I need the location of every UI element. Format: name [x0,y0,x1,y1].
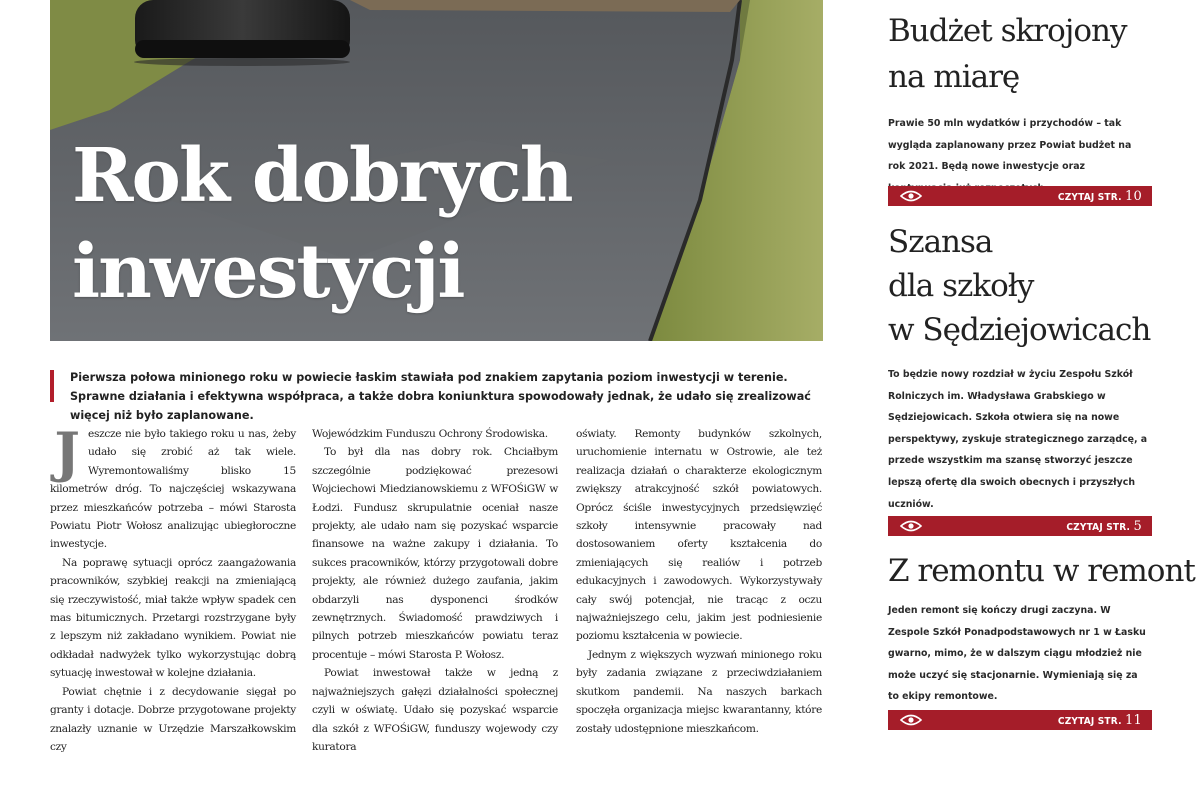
paragraph: Jednym z większych wyzwań minionego roku były zadania związane z przeciwdziałaniem skutkom pandemii. Na naszych barkach spoczęła organizacja miejsc kwarantanny, które zostały udostępnione mieszkańcom. [576,648,822,735]
paragraph: eszcze nie było takiego roku u nas, żeby udało się zrobić aż tak wiele. Wyremontowaliśmy blisko 15 kilometrów dróg. To najczęściej wskazywana przez mieszkańców potrzeba – mówi Starosta Powiatu Piotr Wołosz analizując ubiegłoroczne inwestycje. [50,428,296,551]
hero-title-line-1: Rok dobrych [72,133,572,219]
hero-photo [50,0,823,341]
read-more-button-renovation[interactable] [888,710,1152,730]
read-more-label [1058,189,1142,204]
read-more-text: CZYTAJ STR. [1066,522,1131,533]
page-number: 5 [1133,519,1142,534]
drop-cap: J [54,420,80,484]
read-more-label [1058,713,1142,728]
eye-icon [900,714,922,726]
read-more-text: CZYTAJ STR. [1057,192,1122,203]
page-number: 11 [1125,713,1142,728]
paragraph: Na poprawę sytuacji oprócz zaangażowania pracowników, szybkiej reakcji na zmieniającą się rzeczywistość, miał także wpływ spadek cen mas bitumicznych. Przetargi rozstrzygane były z lepszym niż zakładano wynikiem. Powiat nie odkładał nadwyżek tylko wykorzystując dobrą sytuację inwestował w kolejne działania. [50,556,296,680]
article-column-2 [312,425,558,756]
sidebar-text-renovation: Jeden remont się kończy drugi zaczyna. W Zespole Szkół Ponadpodstawowych nr 1 w Łasku gwarno, mimo, że w dalszym ciągu młodzież nie może uczyć się stacjonarnie. Wymieniają się za to ekipy remontowe. [888,605,1146,703]
paragraph: To był dla nas dobry rok. Chciałbym szczególnie podziękować prezesowi Wojciechowi Miedzianowskiemu z WFOŚiGW w Łodzi. Fundusz skrupulatnie oceniał nasze projekty, ale udało nam się pozyskać wsparcie finansowe na ważne zakupy i działania. To sukces pracowników, którzy przygotowali dobre projekty, ale również dużego zaufania, jakim obdarzyli nas dysponenci środków zewnętrznych. Świadomość prawdziwych i pilnych potrzeb mieszkańców powiatu teraz procentuje – mówi Starosta P. Wołosz. [312,446,558,661]
sidebar-title-budget [888,8,1127,100]
sidebar-title-line: w Sędziejowicach [888,312,1151,348]
article-column-3 [576,425,822,738]
lead-accent-bar [50,370,54,402]
sidebar-title-line: Szansa [888,224,993,260]
sidebar-title-line: Budżet skrojony [888,13,1127,49]
sidebar-text-budget: Prawie 50 mln wydatków i przychodów – tak wygląda zaplanowany przez Powiat budżet na rok 2021. Będą nowe inwestycje oraz [888,118,1132,173]
paragraph: Powiat chętnie i z decydowanie sięgał po granty i dotacje. Dobrze przygotowane projekty znalazły uznanie w Urzędzie Marszałkowskim czy [50,685,296,753]
eye-icon [900,190,922,202]
paragraph: oświaty. Remonty budynków szkolnych, uruchomienie internatu w Ostrowie, ale też realizacja działań o charakterze ekologicznym zwiększy atrakcyjność szkół powiatowych. Oprócz ściśle inwestycyjnych przedsięwzięć szkoły intensywnie pracowały nad dostosowaniem oferty kształcenia do zmieniających się realiów i potrzeb edukacyjnych i zawodowych. Wykorzystywały cały swój potencjał, nie tracąc z oczu najważniejszego celu, jakim jest podniesienie poziomu kształcenia w powiecie. [576,428,822,643]
sidebar-title-line: dla szkoły [888,268,1034,304]
paragraph: Wojewódzkim Funduszu Ochrony Środowiska. [312,428,548,440]
page-number: 10 [1125,189,1142,204]
eye-icon [900,520,922,532]
article-lead [50,368,830,425]
read-more-label [1066,519,1142,534]
sidebar-title-line: na miarę [888,59,1020,95]
read-more-text: CZYTAJ STR. [1057,716,1122,727]
article-column-1 [50,420,296,756]
read-more-button-school[interactable] [888,516,1152,536]
sidebar-title-line: Z remontu w remont [888,553,1195,589]
lead-text: Pierwsza połowa minionego roku w powiecie łaskim stawiała pod znakiem zapytania poziom inwestycji w terenie. Sprawne działania i efektywna współpraca, a także dobra koniunktura spowodowały jednak, że udało się zrealizować więcej niż było zaplanowane. [70,371,811,422]
paragraph: Powiat inwestował także w jedną z najważniejszych gałęzi działalności społecznej czyli w oświatę. Udało się pozyskać wsparcie dla szkół z WFOŚiGW, funduszy wojewody czy kuratora [312,667,558,753]
sidebar-title-school [888,220,1150,352]
sidebar-title-renovation [888,549,1195,593]
sidebar-text-school: To będzie nowy rozdział w życiu Zespołu Szkół Rolniczych im. Władysława Grabskiego w Sędziejowicach. Szkoła otwiera się na nowe perspektywy, zyskuje strategicznego zarządcę, a przede wszystkim ma szansę stworzyć jeszcze lepszą ofertę dla swoich obecnych i przyszłych uczniów. [888,369,1148,510]
hero-title-line-2: inwestycji [72,229,464,315]
hero-title [72,128,572,320]
read-more-button-budget[interactable] [888,186,1152,206]
